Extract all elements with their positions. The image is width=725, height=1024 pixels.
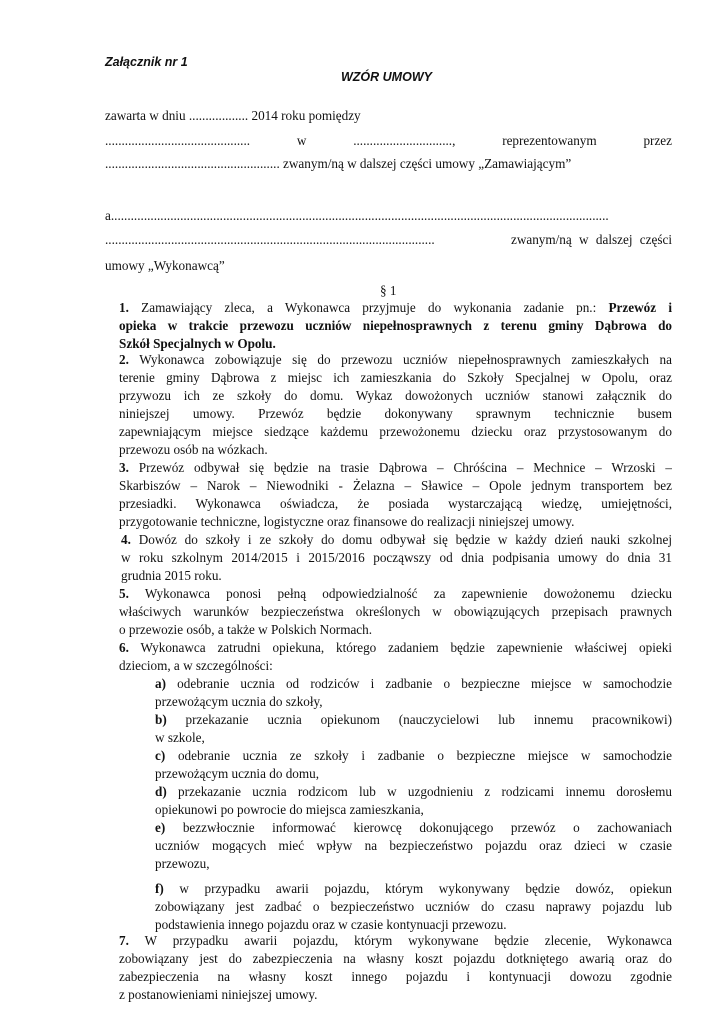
p5-line-3: o przewozie osób, a także w Polskich Normach.	[119, 622, 373, 637]
p2-line-3: przywozu ich ze szkoły do domu. Wykaz dowożonych uczniów stanowi załącznik do	[119, 388, 672, 403]
duty-e	[155, 819, 672, 873]
f-line-1: f) w przypadku awarii pojazdu, którym wykonywany będzie dowóz, opiekun	[155, 881, 672, 896]
parties-line-5	[105, 231, 672, 249]
duty-a	[155, 675, 672, 711]
p4-line-3: grudnia 2015 roku.	[121, 568, 222, 583]
p2-line-1: 2. Wykonawca zobowiązuje się do przewozu uczniów niepełnosprawnych zamieszkałych na	[119, 352, 672, 367]
d-line-1: d) przekazanie ucznia rodzicom lub w uzgodnieniu z rodzicami innemu dorosłemu	[155, 784, 672, 799]
parties-line-1: zawarta w dniu .................. 2014 roku pomiędzy	[105, 108, 361, 123]
p7-line-1: 7. W przypadku awarii pojazdu, którym wykonywane będzie zlecenie, Wykonawca	[119, 933, 672, 948]
p2-line-6: przewozu osób na wózkach.	[119, 442, 268, 457]
p6-line-2: dzieciom, a w szczególności:	[119, 658, 273, 673]
p6-line-1: 6. Wykonawca zatrudni opiekuna, którego zadaniem będzie zapewnienie właściwej opieki	[119, 640, 672, 655]
duty-b	[155, 711, 672, 747]
point-1-line-1: 1. Zamawiający zleca, a Wykonawca przyjmuje do wykonania zadanie pn.: Przewóz i	[119, 300, 672, 315]
parties-line-2-d: reprezentowanym	[502, 133, 597, 148]
p3-line-4: przygotowanie techniczne, logistyczne oraz finansowe do realizacji niniejszej umowy.	[119, 514, 575, 529]
point-2	[119, 351, 672, 459]
parties-line-2-c: ..............................,	[353, 133, 456, 148]
parties-line-5-b: zwanym/ną w dalszej części	[510, 232, 672, 247]
parties-line-3: ..................................................... zwanym/ną w dalszej części umowy „Zamawiającym”	[105, 156, 572, 171]
parties-line-2-b: w	[296, 133, 307, 148]
d-line-2: opiekunowi po powrocie do miejsca zamieszkania,	[155, 802, 424, 817]
document-title: WZÓR UMOWY	[341, 70, 432, 84]
p2-line-4: niniejszej umowy. Przewóz będzie dokonywany sprawnym technicznie busem	[119, 406, 672, 421]
duty-f	[155, 880, 672, 934]
point-1	[119, 299, 672, 353]
p4-line-2: w roku szkolnym 2014/2015 i 2015/2016 począwszy od dnia podpisania umowy do dnia 31	[121, 550, 672, 565]
f-line-3: podstawienia innego pojazdu oraz w czasie kontynuacji przewozu.	[155, 917, 507, 932]
c-line-2: przewożącym ucznia do domu,	[155, 766, 320, 781]
p2-line-2: terenie gminy Dąbrowa z miejsc ich zamieszkania do Szkoły Specjalnej w Opolu, oraz	[119, 370, 672, 385]
point-4	[121, 531, 672, 585]
p2-line-5: zapewniającym miejsce siedzące każdemu przewożonemu dziecku oraz przystosowanym do	[119, 424, 672, 439]
parties-line-2-a: ............................................	[105, 133, 251, 148]
e-line-2: uczniów mogących mieć wpływ na bezpieczeństwo pojazdu oraz dzieci w czasie	[155, 838, 672, 853]
duty-c	[155, 747, 672, 783]
e-line-3: przewozu,	[155, 856, 210, 871]
a-line-2: przewożącym ucznia do szkoły,	[155, 694, 323, 709]
p7-line-2: zobowiązany jest do zabezpieczenia na własny koszt pojazdu dotkniętego awarią oraz do	[119, 951, 672, 966]
a-line-1: a) odebranie ucznia od rodziców i zadbanie o bezpieczne miejsce w samochodzie	[155, 676, 672, 691]
annex-label: Załącznik nr 1	[105, 55, 188, 69]
parties-line-2-e: przez	[643, 133, 672, 148]
point-1-line-2-text: opieka w trakcie przewozu uczniów niepełnosprawnych z terenu gminy Dąbrowa do	[119, 318, 672, 333]
point-6	[119, 639, 672, 675]
parties-line-4: a.......................................................................................................................................................	[105, 208, 609, 223]
p3-line-1: 3. Przewóz odbywał się będzie na trasie Dąbrowa – Chróścina – Mechnice – Wrzoski –	[119, 460, 672, 475]
point-1-line-2	[119, 317, 672, 335]
point-7	[119, 932, 672, 1004]
p5-line-2: właściwych warunków bezpieczeństwa określonych w obowiązujących przepisach prawnych	[119, 604, 672, 619]
p5-line-1: 5. Wykonawca ponosi pełną odpowiedzialność za zapewnienie dowożonemu dziecku	[119, 586, 672, 601]
p3-line-3: przesiadki. Wykonawca oświadcza, że posiada wystarczającą wiedzę, umiejętności,	[119, 496, 672, 511]
f-line-2: zobowiązany jest zadbać o bezpieczeństwo uczniów do czasu naprawy pojazdu lub	[155, 899, 672, 914]
parties-line-2	[105, 132, 672, 150]
point-3	[119, 459, 672, 531]
b-line-1: b) przekazanie ucznia opiekunom (nauczycielowi lub innemu pracownikowi)	[155, 712, 672, 727]
e-line-1: e) bezzwłocznie informować kierowcę dokonującego przewóz o zachowaniach	[155, 820, 672, 835]
point-1-line-3-text: Szkół Specjalnych w Opolu.	[119, 336, 276, 351]
parties-line-5-a: ....................................................................................................	[105, 232, 435, 247]
p7-line-4: z postanowieniami niniejszej umowy.	[119, 987, 318, 1002]
b-line-2: w szkole,	[155, 730, 205, 745]
section-heading: § 1	[380, 283, 397, 298]
p7-line-3: zabezpieczenia na własny koszt innego pojazdu i kontynuacji dowozu zgodnie	[119, 969, 672, 984]
p3-line-2: Skarbiszów – Narok – Niewodniki - Żelazna – Sławice – Opole jednym transportem bez	[119, 478, 672, 493]
point-5	[119, 585, 672, 639]
duty-d	[155, 783, 672, 819]
parties-line-6: umowy „Wykonawcą”	[105, 258, 225, 273]
p4-line-1: 4. Dowóz do szkoły i ze szkoły do domu odbywał się będzie w każdy dzień nauki szkolnej	[121, 532, 672, 547]
c-line-1: c) odebranie ucznia ze szkoły i zadbanie o bezpieczne miejsce w samochodzie	[155, 748, 672, 763]
